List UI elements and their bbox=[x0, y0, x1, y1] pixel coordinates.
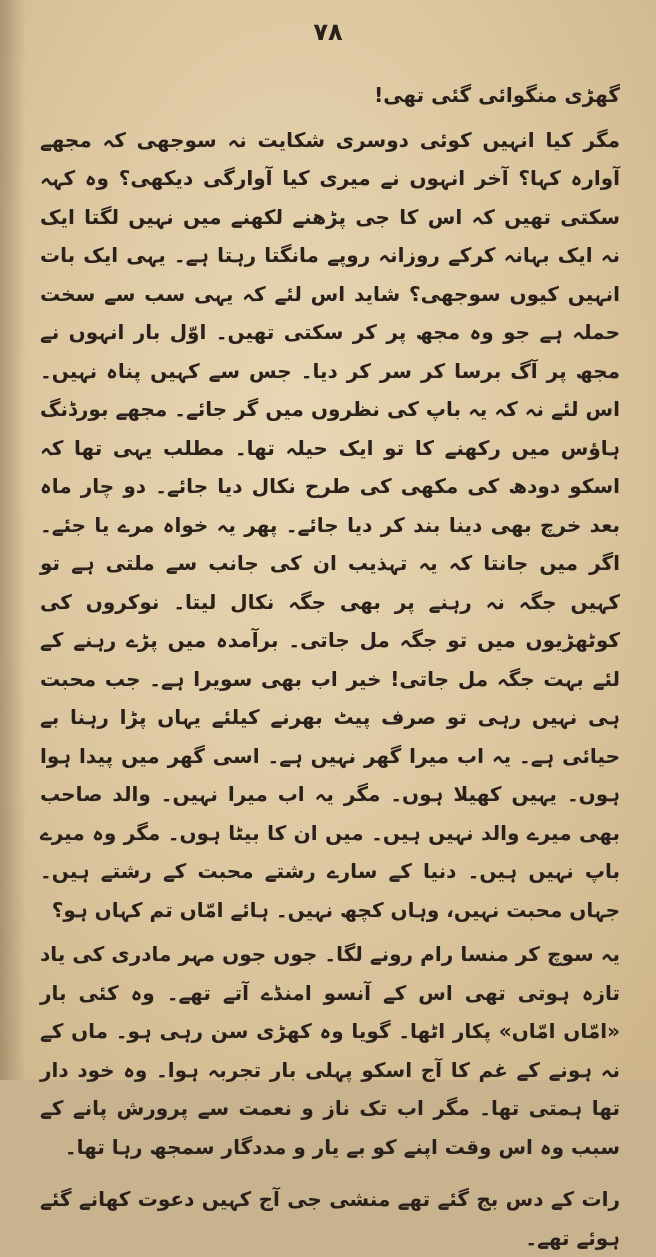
page-body bbox=[40, 76, 620, 1257]
page-edge-shadow bbox=[0, 0, 26, 1080]
page-number: ٧٨ bbox=[313, 18, 343, 46]
paragraph-complaint: مگر کیا انہیں کوئی دوسری شکایت نہ سوجھی کہ مجھے آوارہ کہا؟ آخر انہوں نے میری کیا آوارگی دیکھی؟ وہ کہہ سکتی تھیں کہ اس کا جی پڑھنے لکھنے میں نہیں لگتا ایک نہ ایک بہانہ کرکے روزانہ روپے مانگتا رہتا ہے۔ یہی ایک بات انہیں کیوں سوجھی؟ شاید اس لئے کہ یہی سب سے سخت حملہ ہے جو وہ مجھ پر کر سکتی تھیں۔ اوّل بار انہوں نے مجھ پر آگ برسا کر سر کر دیا۔ جس سے کہیں پناہ نہیں۔ اس لئے نہ کہ یہ باپ کی نظروں میں گر جائے۔ مجھے بورڈنگ ہاؤس میں رکھنے کا تو ایک حیلہ تھا۔ مطلب یہی تھا کہ اسکو دودھ کی مکھی کی طرح نکال دیا جائے۔ دو چار ماہ بعد خرچ بھی دینا بند کر دیا جائے۔ پھر یہ خواہ مرے یا جئے۔ اگر میں جانتا کہ یہ تہذیب ان کی جانب سے ملتی ہے تو کہیں جگہ نہ رہنے پر بھی جگہ نکال لیتا۔ نوکروں کی کوٹھڑیوں میں تو جگہ مل جاتی۔ برآمدہ میں پڑے رہنے کے لئے بہت جگہ مل جاتی! خیر اب بھی سویرا ہے۔ جب محبت ہی نہیں رہی تو صرف پیٹ بھرنے کیلئے یہاں پڑا رہنا بے حیائی ہے۔ یہ اب میرا گھر نہیں ہے۔ اسی گھر میں پیدا ہوا ہوں۔ یہیں کھیلا ہوں۔ مگر یہ اب میرا نہیں۔ والد صاحب بھی میرے والد نہیں ہیں۔ میں ان کا بیٹا ہوں۔ مگر وہ میرے باپ نہیں ہیں۔ دنیا کے سارے رشتے محبت کے رشتے ہیں۔ جہاں محبت نہیں، وہاں کچھ نہیں۔ ہائے امّاں تم کہاں ہو؟ bbox=[40, 127, 620, 922]
paragraph-opening-line: گھڑی منگوائی گئی تھی! bbox=[374, 83, 620, 107]
paragraph-night: رات کے دس بج گئے تھے منشی جی آج کہیں دعوت کھانے گئے ہوئے تھے۔ bbox=[40, 1187, 620, 1250]
paragraph-mansaram-weeps: یہ سوچ کر منسا رام رونے لگا۔ جوں جوں مہر مادری کی یاد تازہ ہوتی تھی اس کے آنسو امنڈے آتے تھے۔ وہ کئی بار «امّاں امّاں» پکار اٹھا۔ گویا وہ کھڑی سن رہی ہو۔ ماں کے نہ ہونے کے غم کا آج اسکو پہلی بار تجربہ ہوا۔ وہ خود دار تھا ہمتی تھا۔ مگر اب تک ناز و نعمت سے پرورش پانے کے سبب وہ اس وقت اپنے کو بے یار و مددگار سمجھ رہا تھا۔ bbox=[40, 942, 620, 1159]
